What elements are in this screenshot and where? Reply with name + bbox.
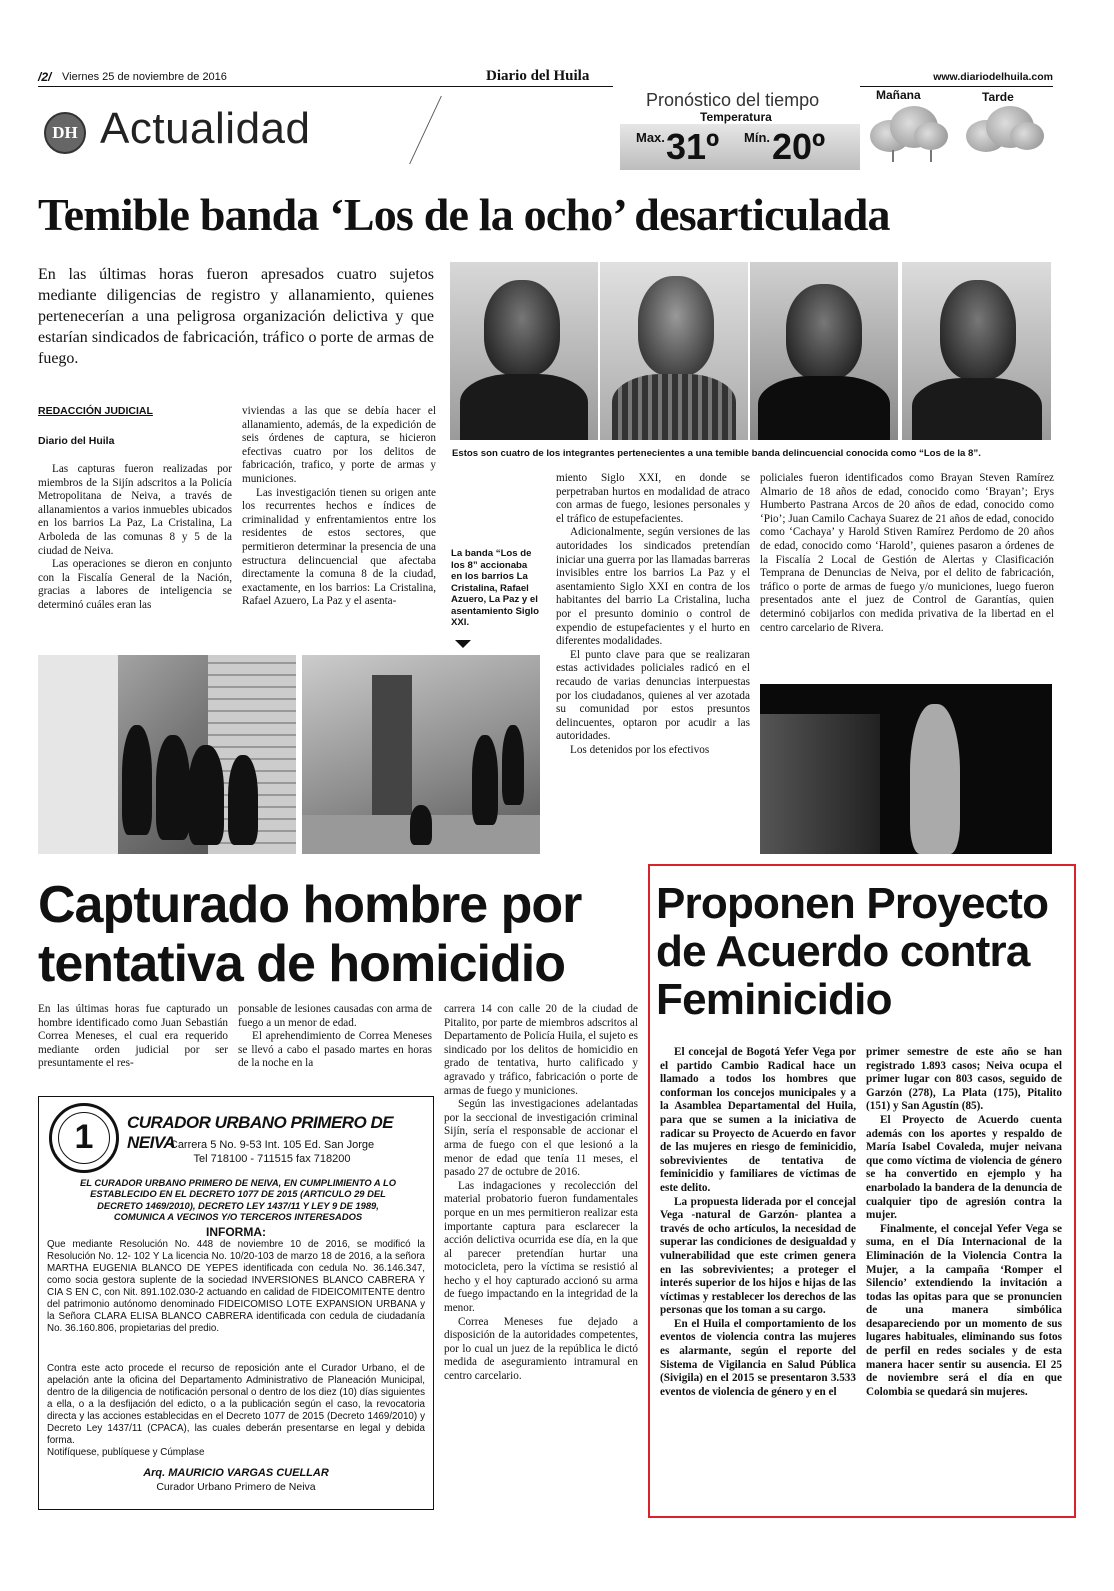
- mugshot-4: [902, 262, 1051, 440]
- pull-quote-arrow: [455, 640, 471, 648]
- cloud-icon: [966, 106, 1046, 166]
- article1-col1-p1: Las capturas fueron realizadas por miembros de la Sijín adscritos a la Policía Metropolitana de Neiva, a través de allanamientos a varios inmuebles ubicados en los barrios La Paz, La Cristalina, La Arboleda de las comunas 8 y 5 de la ciudad de Neiva.: [38, 463, 232, 557]
- dh-logo: [44, 112, 86, 154]
- article2-col3: [444, 1003, 638, 1384]
- curador-closing: Notifíquese, publíquese y Cúmplase: [47, 1447, 205, 1458]
- article2-col1: [38, 1003, 228, 1071]
- article1-col2-p1: viviendas a las que se debía hacer el allanamiento, además, de la expedición de seis órdenes de captura, se hicieron efectivas cuatro por los delitos de fabricación, trafico, y porte de armas y municiones.: [242, 405, 436, 485]
- article1-col1-p2: Las operaciones se dieron en conjunto con la Fiscalía General de la Nación, gracias a labores de inteligencia se determinó cuáles eran las: [38, 558, 232, 611]
- curador-notice: [38, 1096, 434, 1510]
- article2-col1-p1: En las últimas horas fue capturado un hombre identificado como Juan Sebastián Correa Meneses, el cual era requerido mediante orden judicial por ser presuntamente el res-: [38, 1003, 228, 1070]
- article1-col2-p2: Las investigación tienen su origen ante los recurrentes hechos e índices de criminalidad y enfrentamientos entre los residentes de estos sectores, que permitieron determinar la presencia de una estructura delincuencial que afectaba directamente la comuna 8 de la ciudad, exactamente, en los barrios: La Cristalina, Rafael Azuero, La Paz y el asenta-: [242, 486, 436, 608]
- curador-body1: Que mediante Resolución No. 448 de noviembre 10 de 2016, se modificó la Resolución No. 12- 102 Y La licencia No. 10/20-103 de marzo 18 de 2016, a la señora MARTHA EUGENIA BLANCO DE YEPES identificada con cedula No. 36.146.347, como socia gestora suplente de la sociedad INVERSIONES BLANCO CABRERA Y CIA S EN C, con Nit. 891.102.030-2 actuando en calidad de FIDEICOMITENTE dentro del patrimonio autónomo denominado FIDEICOMISO LOTE EXPANSION URBANA y la Señora CLARA ELISA BLANCO CABRERA identificada con cedula de ciudadanía No. 36.160.806, propietarias del predio.: [47, 1239, 425, 1334]
- article1-col3-p4: Los detenidos por los efectivos: [570, 743, 710, 756]
- article2-headline-line2: tentativa de homicidio: [38, 935, 565, 993]
- mugshot-3: [750, 262, 898, 440]
- page-number: /2/: [38, 70, 52, 84]
- curador-address: Carrera 5 No. 9-53 Int. 105 Ed. San Jorge: [169, 1139, 375, 1151]
- article1-col2: [242, 405, 436, 609]
- curador-body2: Contra este acto procede el recurso de reposición ante el Curador Urbano, el de apelación ante la oficina del Departamento Administrativo de Planeación Municipal, dentro de la diligencia de notificación personal o dentro de los diez (10) días siguientes a ella, o a la desfijación del edicto, o a la publicación según el caso, la revocatoria directa y las acciones establecidas en el Decreto 1077 de 2015 (Decreto 1469/2010) y Decreto Ley 1437/11 (CPACA), las cuales deberán presentarse en legal y debida forma.: [47, 1363, 425, 1446]
- article3-col1-p2: La propuesta liderada por el concejal Vega -natural de Garzón- plantea a través de ocho artículos, la necesidad de superar las condiciones de desigualdad y vulnerabilidad que este crimen genera en las sobrevivientes; a proteger el interés superior de los hijos e hijas de las víctimas y restablecer los derechos de las personas que los toman a su cargo.: [660, 1195, 856, 1317]
- article2-col3-p4: Correa Meneses fue dejado a disposición de la autoridades competentes, por lo cual un juez de la república le dictó medida de aseguramiento intramural en centro carcelario.: [444, 1315, 638, 1383]
- article1-col3: [556, 472, 750, 757]
- max-label: Max.: [636, 130, 665, 145]
- article3-headline-line2: de Acuerdo contra: [656, 927, 1030, 976]
- afternoon-label: Tarde: [982, 90, 1014, 104]
- tomorrow-label: Mañana: [876, 88, 921, 102]
- article1-col3-p3: El punto clave para que se realizaran estas actividades policiales radicó en el recaudo de varias denuncias interpuestas por los ciudadanos, quienes al ver azotada su comunidad por estos presuntos delincuentes, optaron por acudir a las autoridades.: [556, 648, 750, 743]
- weather-forecast: [620, 86, 1060, 176]
- curador-signer-role: Curador Urbano Primero de Neiva: [156, 1481, 316, 1493]
- article3-col2-p3: Finalmente, el concejal Yefer Vega se suma, en el Día Internacional de la Eliminación de la Violencia Contra la Mujer, a la campaña ‘Romper el Silencio’ extendiendo la invitación a todas las opitas para que se pronuncien de una manera simbólica desapareciendo por un momento de sus lugares habituales, eliminando sus fotos de perfil en redes sociales y de esta manera hacer sentir su ausencia. El 25 de noviembre será el día en que Colombia se quedará sin mujeres.: [866, 1222, 1062, 1398]
- curador-seal: [49, 1103, 119, 1173]
- storm-cloud-icon: [870, 106, 950, 166]
- min-value: 20º: [772, 126, 826, 167]
- article2-col2-p2: El aprehendimiento de Correa Meneses se llevó a cabo el pasado martes en horas de la noche en la: [238, 1030, 432, 1070]
- article1-col4: [760, 472, 1054, 635]
- curador-seal-number: 1: [74, 1118, 94, 1156]
- curador-preamble: EL CURADOR URBANO PRIMERO DE NEIVA, EN CUMPLIMIENTO A LO ESTABLECIDO EN EL DECRETO 1077 DE 2015 (ARTICULO 29 DEL DECRETO 1469/2010), DECRETO LEY 1437/11 Y LEY 9 DE 1989, COMUNICA A VECINOS Y/O TERCEROS INTERESADOS: [80, 1177, 396, 1223]
- curador-signer: Arq. MAURICIO VARGAS CUELLAR: [143, 1467, 329, 1479]
- article3-headline-line3: Feminicidio: [656, 975, 892, 1024]
- article3-col1-p3: En el Huila el comportamiento de los eventos de violencia contra las mujeres es alarmante, según el reporte del Sistema de Vigilancia en Salud Pública (Sivigila) en el 2015 se presentaron 3.533 eventos de violencia de género y en el: [660, 1317, 856, 1398]
- section-title: Actualidad: [100, 104, 311, 153]
- article2-col2-p1: ponsable de lesiones causadas con arma de fuego a un menor de edad.: [238, 1003, 432, 1029]
- article2-headline-line1: Capturado hombre por: [38, 876, 582, 934]
- header-rule: [38, 86, 613, 87]
- article3-col2-p2: El Proyecto de Acuerdo cuenta además con los aportes y respaldo de María Isabel Covaleda, mujer neivana que como víctima de violencia de género se ha convertido en ejemplo y ha enarbolado la bandera de la denuncia de cualquier tipo de agresión contra la mujer.: [866, 1113, 1062, 1222]
- issue-date: Viernes 25 de noviembre de 2016: [62, 71, 227, 83]
- paper-title: Diario del Huila: [486, 68, 590, 84]
- article1-col4-p1: policiales fueron identificados como Brayan Steven Ramírez Almario de 18 años de edad, conocido como ‘Brayan’; Erys Humberto Pastrana Arcos de 20 años de edad, conocido como ‘Pio’; Juan Camilo Cachaya Suarez de 21 años de edad, conocido como ‘Cachaya’ y Harold Stiven Ramírez Perdomo de 20 años de edad, conocido como ‘Harold’, quienes pasaron a órdenes de la Fiscalía 2 Local de Gestión de Alertas y Clasificación Temprana de Denuncias de Neiva, por el delito de fabricación, tráfico o porte de armas de fuego y/o municiones, luego fueron presentados ante el juez de Control de Garantías, quien determinó cobijarlos con medida privativa de la libertad en el centro carcelario de Rivera.: [760, 472, 1054, 634]
- article1-col1: [38, 463, 232, 613]
- article2-col3-p1: carrera 14 con calle 20 de la ciudad de Pitalito, por parte de miembros adscritos al Departamento de Policía Huila, el sujeto es sindicado por los delitos de homicidio en grado de tentativa, hurto calificado y agravado y tráfico, fabricación o porte de armas de fuego y municiones.: [444, 1003, 638, 1097]
- article3-col1: [660, 1046, 856, 1399]
- mugshots-caption: Estos son cuatro de los integrantes pertenecientes a una temible banda delincuencial conocida como “Los de la 8”.: [452, 448, 981, 459]
- article1-lead: En las últimas horas fueron apresados cuatro sujetos mediante diligencias de registro y allanamiento, quienes pertenecerían a una peligrosa organización delictiva y que estarían sindicados de fabricación, tráfico o porte de armas de fuego.: [38, 266, 434, 367]
- surveillance-photo-3: [760, 684, 1052, 854]
- page-header: [38, 68, 1053, 88]
- curador-informa: INFORMA:: [206, 1225, 266, 1239]
- article1-col3-p2: Adicionalmente, según versiones de las autoridades los sindicados pretendían iniciar una guerra por las llamadas barreras invisibles entre los barrios La Paz y el asentamiento Siglo XXI en contra de los habitantes del barrio La Cristalina, lucha por el presunto dominio o control de expendio de estupefacientes y el hurto en diferentes modalidades.: [556, 526, 750, 648]
- article2-col3-p3: Las indagaciones y recolección del material probatorio fueron fundamentales porque en un mes permitieron realizar esta importante captura para esclarecer la acción delictiva ocurrida ese día, en la que al parecer pretendían hurtar una motocicleta, pero la víctima se resistió al hecho y el hoy capturado accionó su arma de fuego impactando en la integridad de la menor.: [444, 1179, 638, 1315]
- surveillance-photo-2: [302, 655, 540, 854]
- article3-col2-p1: primer semestre de este año se han registrado 1.893 casos; Neiva ocupa el primer lugar con 803 casos, seguido de Garzón (278), La Plata (175), Pitalito (151) y San Agustín (85).: [866, 1046, 1062, 1113]
- section-divider: [380, 96, 442, 164]
- weather-subtitle: Temperatura: [700, 110, 772, 124]
- max-value: 31º: [666, 126, 720, 167]
- article1-col3-p1: miento Siglo XXI, en donde se perpetraban hurtos en modalidad de atraco con armas de fuego, lesiones personales y el tráfico de estupefacientes.: [556, 472, 750, 525]
- mugshots-photo: [450, 262, 1051, 440]
- article3-col1-p1: El concejal de Bogotá Yefer Vega por el partido Cambio Radical hace un llamado a todos los hombres que conforman los concejos municipales y a la Asamblea Departamental del Huila, para que se sumen a la iniciativa de radicar su Proyecto de Acuerdo en favor de las mujeres en riesgo de feminicidio, sobrevivientes de tentativa de feminicidio y familiares de víctimas de este delito.: [660, 1046, 856, 1194]
- article1-headline: Temible banda ‘Los de la ocho’ desarticulada: [38, 189, 890, 240]
- curador-title: CURADOR URBANO PRIMERO DE NEIVA: [127, 1113, 394, 1152]
- article3-col2: [866, 1046, 1062, 1399]
- article1-source: Diario del Huila: [38, 435, 115, 447]
- mugshot-2: [600, 262, 748, 440]
- weather-title: Pronóstico del tiempo: [646, 90, 820, 110]
- article2-col2: [238, 1003, 432, 1071]
- dh-logo-text: DH: [52, 123, 78, 142]
- surveillance-photo-1: [38, 655, 296, 854]
- min-label: Mín.: [744, 130, 770, 145]
- pull-quote: La banda “Los de los 8” accionaba en los barrios La Cristalina, Rafael Azuero, La Paz y el asentamiento Siglo XXI.: [451, 548, 539, 628]
- curador-phones: Tel 718100 - 711515 fax 718200: [193, 1153, 351, 1165]
- mugshot-1: [450, 262, 598, 440]
- website-link[interactable]: www.diariodelhuila.com: [933, 71, 1053, 83]
- article3-headline-line1: Proponen Proyecto: [656, 879, 1049, 928]
- article1-byline: REDACCIÓN JUDICIAL: [38, 405, 153, 417]
- article2-col3-p2: Según las investigaciones adelantadas por la seccional de investigación criminal Sijín, sería el responsable de accionar el arma de fuego con el que lesionó a la menor de edad que tenía 11 meses, el pasado 27 de octubre de 2016.: [444, 1098, 638, 1179]
